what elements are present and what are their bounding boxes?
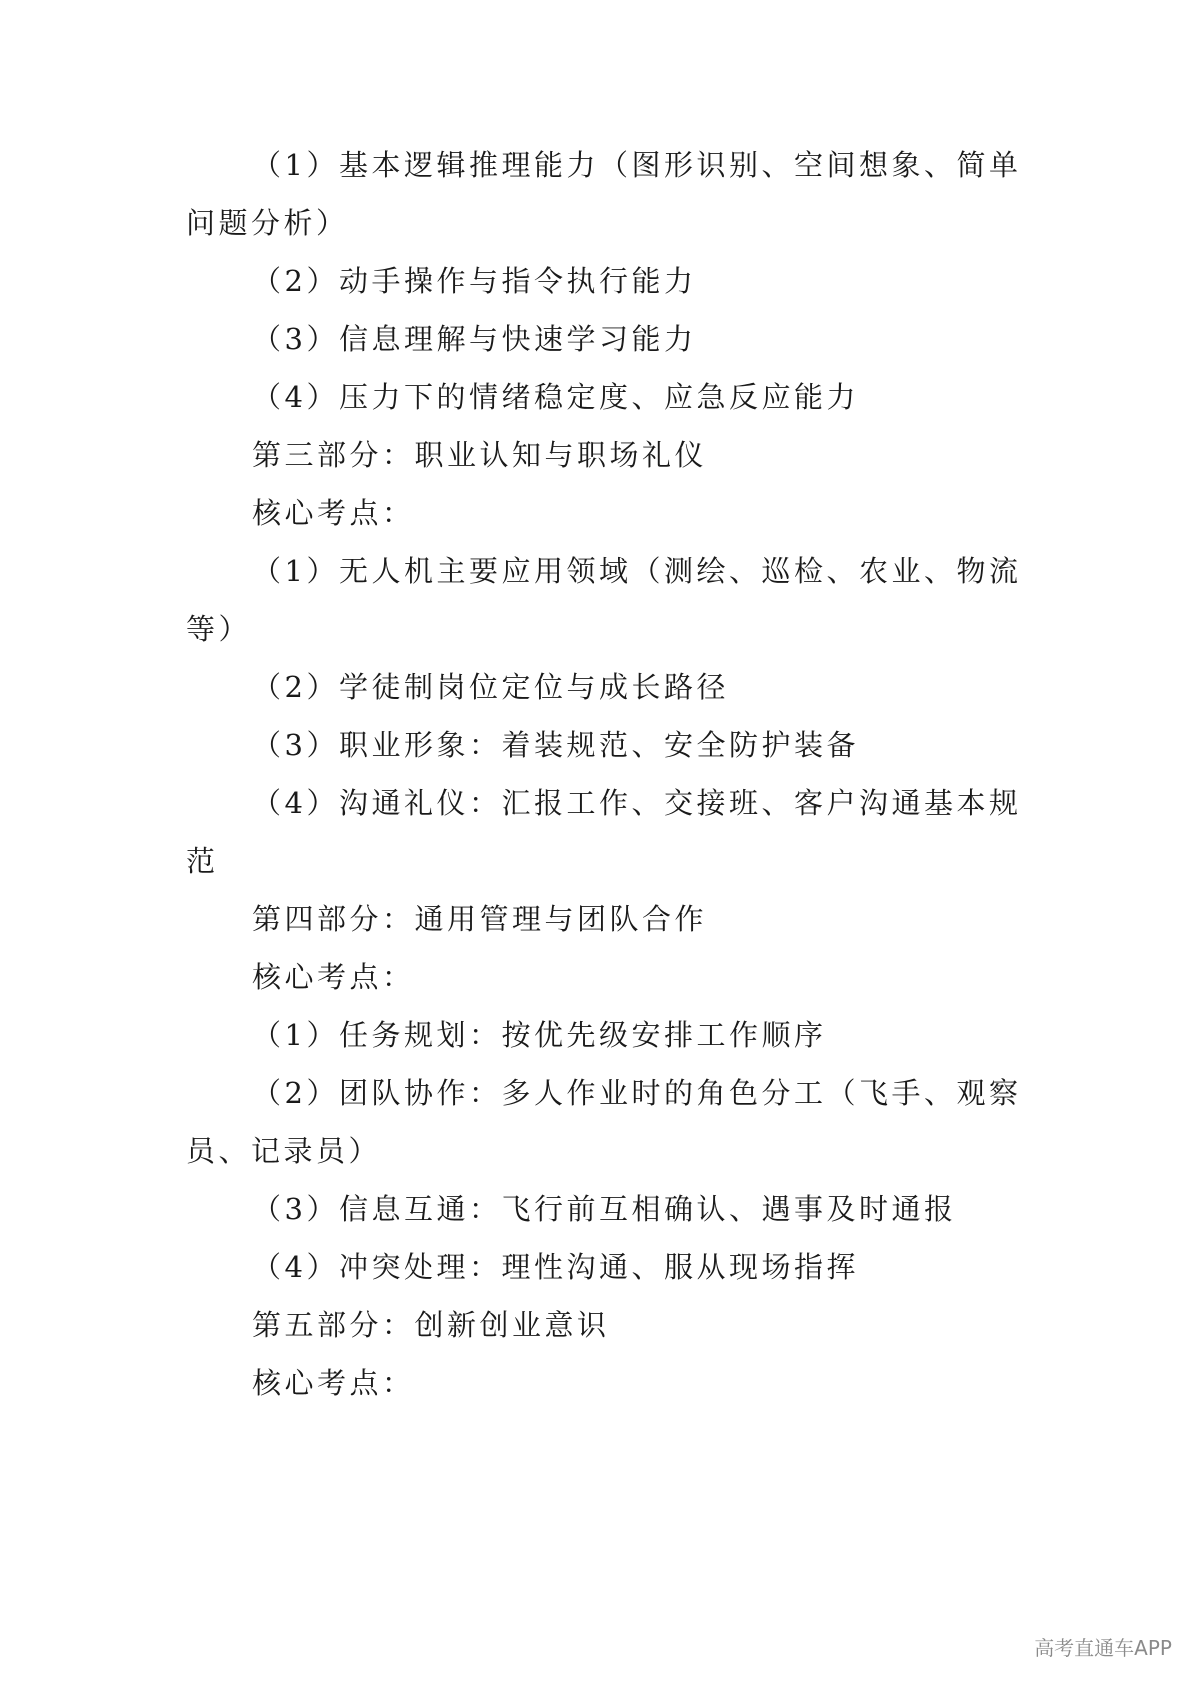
core-points-label: 核心考点：	[252, 960, 415, 994]
watermark-text: 高考直通车APP	[1034, 1636, 1172, 1660]
list-item-continuation: 问题分析）	[186, 206, 349, 240]
list-item-communication-etiquette: （4）沟通礼仪：汇报工作、交接班、客户沟通基本规	[252, 786, 1022, 820]
core-points-label: 核心考点：	[252, 496, 415, 530]
list-item-apprenticeship: （2）学徒制岗位定位与成长路径	[252, 670, 729, 704]
list-item-continuation: 范	[186, 844, 219, 878]
section-heading-part-three: 第三部分：职业认知与职场礼仪	[252, 438, 708, 472]
list-item-professional-image: （3）职业形象：着装规范、安全防护装备	[252, 728, 859, 762]
list-item-team-collaboration: （2）团队协作：多人作业时的角色分工（飞手、观察	[252, 1076, 1022, 1110]
list-item-info-exchange: （3）信息互通：飞行前互相确认、遇事及时通报	[252, 1192, 957, 1226]
section-heading-part-four: 第四部分：通用管理与团队合作	[252, 902, 708, 936]
list-item-conflict-handling: （4）冲突处理：理性沟通、服从现场指挥	[252, 1250, 859, 1284]
list-item-logic-reasoning: （1）基本逻辑推理能力（图形识别、空间想象、简单	[252, 148, 1022, 182]
list-item-stress-stability: （4）压力下的情绪稳定度、应急反应能力	[252, 380, 859, 414]
list-item-hands-on: （2）动手操作与指令执行能力	[252, 264, 697, 298]
list-item-continuation: 员、记录员）	[186, 1134, 382, 1168]
list-item-continuation: 等）	[186, 612, 252, 646]
section-heading-part-five: 第五部分：创新创业意识	[252, 1308, 610, 1342]
list-item-task-planning: （1）任务规划：按优先级安排工作顺序	[252, 1018, 827, 1052]
list-item-info-learning: （3）信息理解与快速学习能力	[252, 322, 697, 356]
core-points-label: 核心考点：	[252, 1366, 415, 1400]
list-item-application-fields: （1）无人机主要应用领域（测绘、巡检、农业、物流	[252, 554, 1022, 588]
